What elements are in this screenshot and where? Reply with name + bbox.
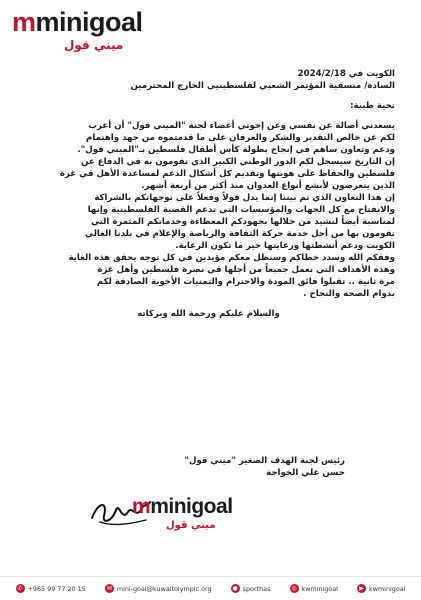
paragraph-line: إن التاريخ سيسجل لكم الدور الوطني الكبير الذي تقومون به في الدفاع عن bbox=[81, 157, 395, 167]
greeting: تحية طيبة: bbox=[350, 101, 395, 111]
brand-name: minigoal bbox=[35, 7, 143, 37]
footer-handle-2[interactable] bbox=[290, 584, 338, 593]
paragraph-line: لكم عن خالص التقدير والشكر والعرفان على ما قدمتموه من جهد واهتمام bbox=[86, 133, 395, 143]
brand-arabic: ميني قول bbox=[64, 38, 124, 52]
footer-contacts bbox=[0, 576, 421, 600]
phone-text: +965 99 77 20 15 bbox=[27, 584, 86, 593]
youtube-icon: ▶ bbox=[357, 584, 366, 593]
paragraph-line: مرة ثانية .. تقبلوا فائق المودة والاحترام والتمنيات الأخوية الصادقة لكم bbox=[96, 277, 395, 287]
signatory-name: حسن علي الخواجة bbox=[266, 468, 345, 478]
globe-icon: ● bbox=[232, 585, 238, 592]
paragraph-3 bbox=[22, 192, 395, 252]
paragraph-line: يسعدني أصالة عن نفسي وعن إخوتي أعضاء لجنة "الميني قول" أن أعرب bbox=[88, 121, 395, 131]
phone-icon: ✆ bbox=[17, 585, 23, 592]
stamp-brand-arabic: ميني قول bbox=[166, 520, 216, 531]
handle-1-text: sporthas bbox=[242, 584, 271, 593]
brand-m-glyph: m bbox=[12, 7, 36, 37]
signatory-title: رئيس لجنة الهدف الصغير "ميني قول" bbox=[184, 456, 345, 466]
instagram-icon: ◎ bbox=[291, 585, 297, 592]
paragraph-2 bbox=[22, 156, 395, 192]
stamp-m-glyph: m bbox=[132, 495, 151, 518]
paragraph-line: الكويت ودعم أنشطتها ورعايتها خير ما تكون الرعاية. bbox=[175, 241, 395, 251]
footer-handle-3[interactable] bbox=[357, 584, 405, 593]
handle-2-text: kwminigoal bbox=[301, 584, 338, 593]
paragraph-line: بدوام الصحة والنجاح . bbox=[303, 289, 395, 299]
paragraph-line: إن هذا التعاون الذي تم بيننا إنما يدل قولاً وفعلاً على توجهاتكم بالشراكة bbox=[94, 193, 395, 203]
addressee: السادة/ منسقية المؤتمر الشعبي لفلسطينيي الخارج المحترمين bbox=[130, 81, 395, 91]
stamp-wordmark bbox=[132, 496, 233, 518]
header-logo bbox=[12, 8, 143, 52]
letter-body bbox=[22, 68, 395, 320]
footer-handle-1[interactable] bbox=[231, 584, 271, 593]
paragraph-4 bbox=[22, 252, 395, 300]
paragraph-line: والانفتاح مع كل الجهات والمؤسسات التي تدعم القضية الفلسطينية وإنها bbox=[87, 205, 395, 215]
paragraph-line: ودعم وتعاون ساهم في إنجاح بطولة كأس أطفال فلسطين بـ"الميني قول". bbox=[77, 145, 395, 155]
signature-block bbox=[175, 455, 345, 479]
paragraph-1 bbox=[22, 120, 395, 156]
closing: والسلام عليكم ورحمة الله وبركاته bbox=[137, 309, 280, 319]
mail-icon: ✉ bbox=[106, 585, 112, 592]
place-date: الكويت في 2024/2/18 bbox=[297, 69, 395, 79]
stamp-brand-name: minigoal bbox=[150, 495, 233, 518]
footer-phone bbox=[16, 584, 86, 593]
paragraph-line: الذين يتعرضون لأبشع أنواع العدوان منذ أكثر من أربعة أشهر. bbox=[141, 181, 395, 191]
stamp-logo bbox=[132, 496, 233, 531]
footer-email[interactable] bbox=[105, 584, 212, 593]
paragraph-line: تقومون بها من أجل خدمة حركة الثقافة والرياضة والإعلام في بلدنا الغالي bbox=[85, 229, 395, 239]
brand-wordmark bbox=[12, 8, 143, 36]
paragraph-line: وهذه الأهداف التي نعمل جميعاً من أجلها في نصرة فلسطين وأهل غزة bbox=[97, 265, 395, 275]
paragraph-line: وفقكم الله وسدد خطاكم وسنظل معكم مؤيدين في كل توجه يحقق هذه الغاية bbox=[68, 253, 395, 263]
email-text: mini-goal@kuwaitolympic.org bbox=[116, 584, 212, 593]
paragraph-line: لمناسبة أيضاً لنشيد من خلالها بجهودكم المعطاءة وخدماتكم المثمرة التي bbox=[90, 217, 395, 227]
handle-3-text: kwminigoal bbox=[369, 584, 406, 593]
paragraph-line: فلسطين والحفاظ على هويتها وتقديم كل أشكال الدعم لمساعدة الأهل في غزة bbox=[59, 169, 395, 179]
